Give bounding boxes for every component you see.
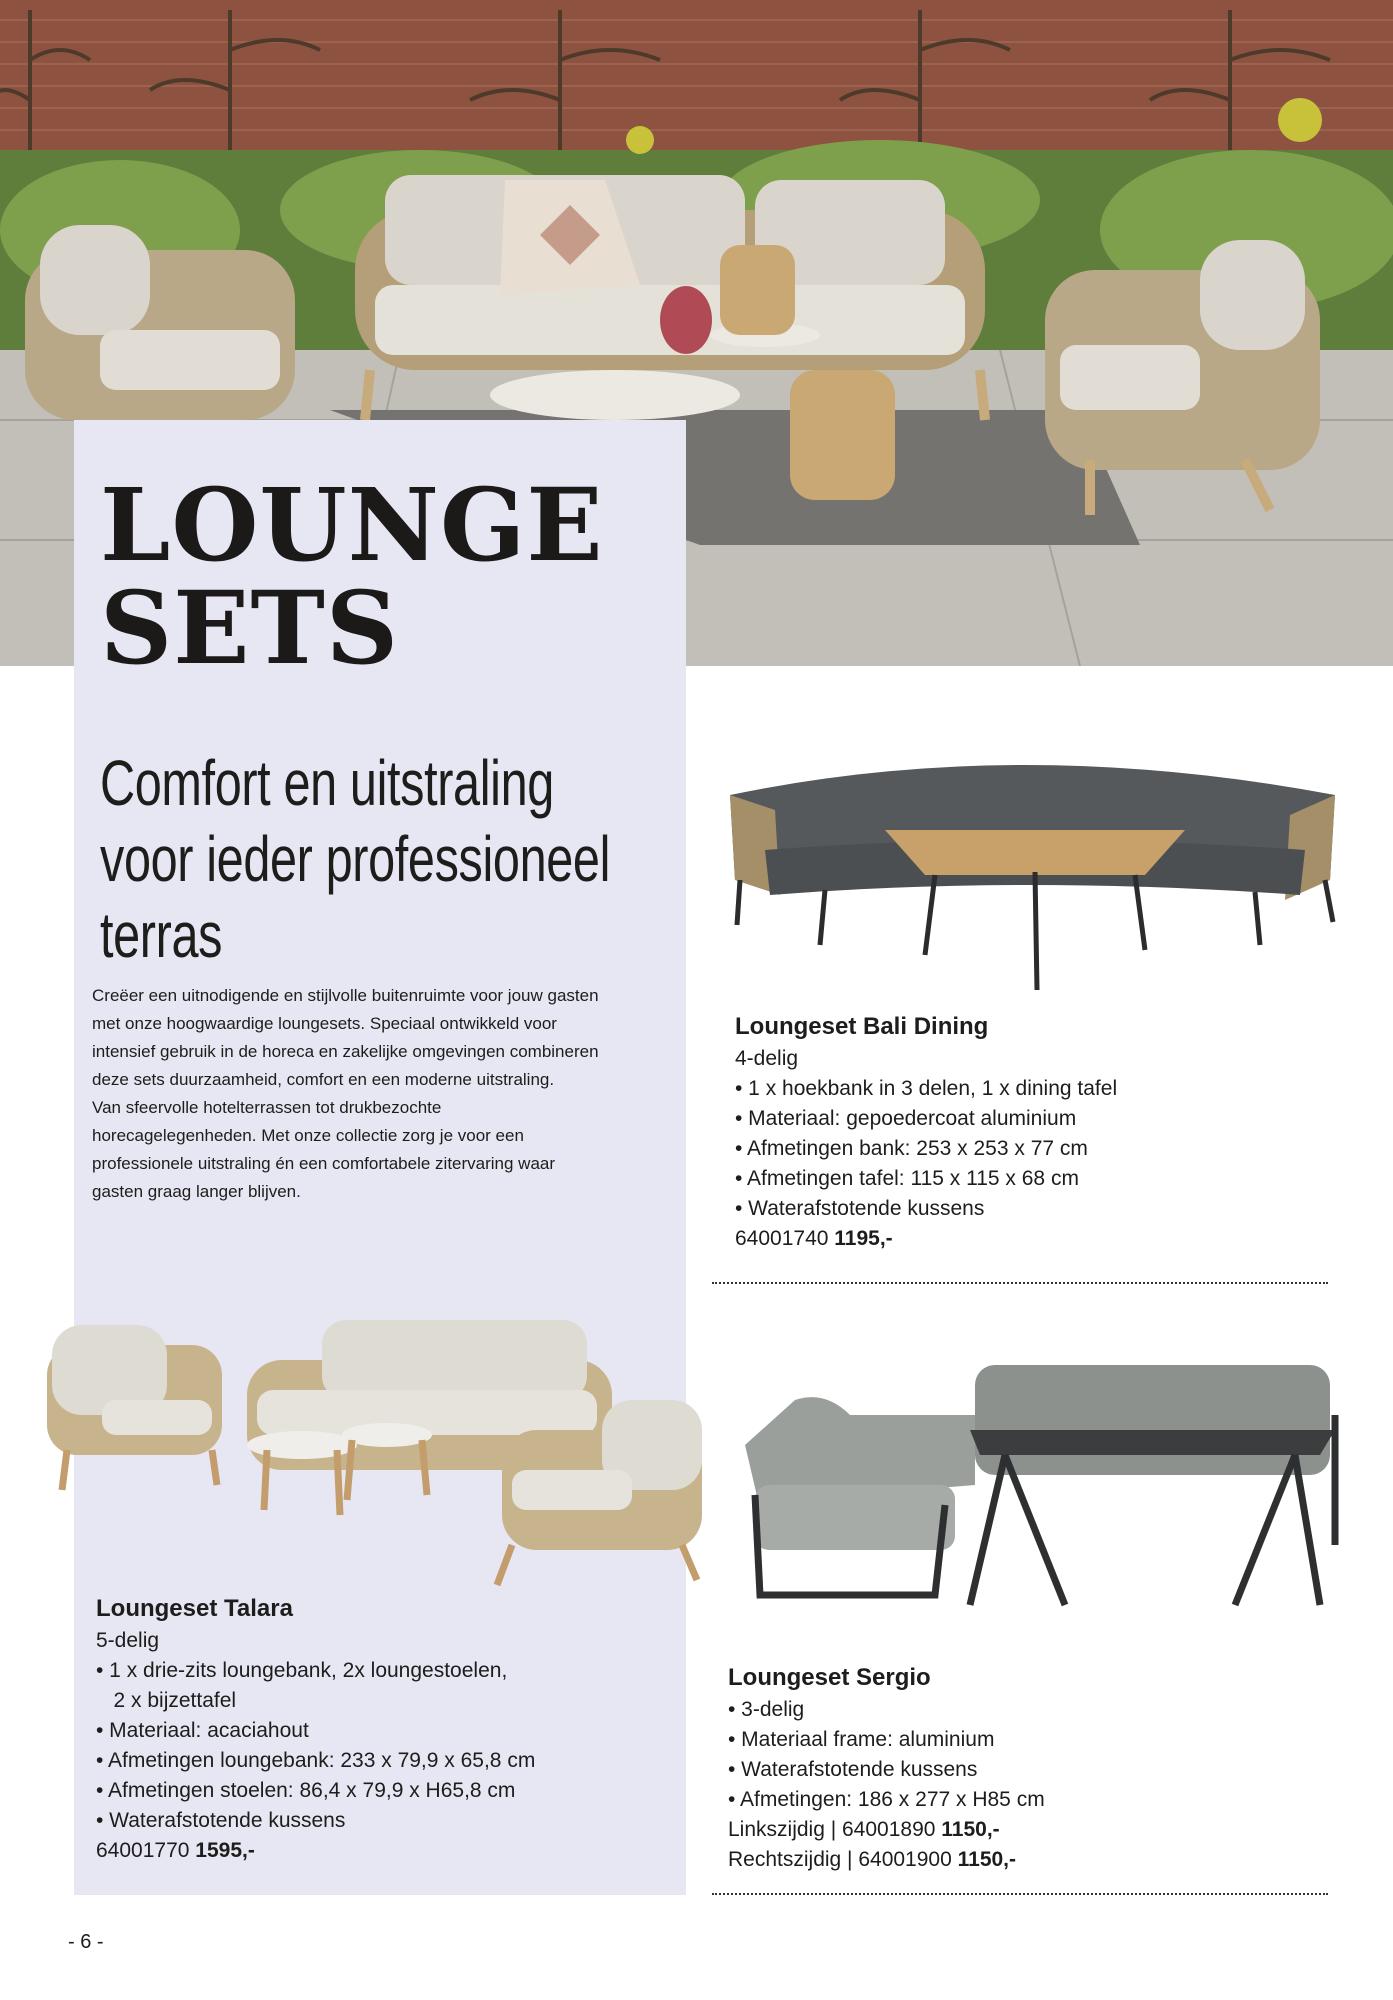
divider — [712, 1282, 1328, 1284]
intro-line: met onze hoogwaardige loungesets. Speciaal ontwikkeld voor — [92, 1014, 557, 1033]
sergio-product-image — [735, 1355, 1345, 1625]
intro-line: deze sets duurzaamheid, comfort en een moderne uitstraling. — [92, 1070, 555, 1089]
product-bullet: • Materiaal: acaciahout — [96, 1719, 309, 1742]
product-bullet: • Waterafstotende kussens — [96, 1809, 346, 1832]
variant-label: Rechtszijdig | 64001900 — [728, 1848, 952, 1871]
product-subtitle: 4-delig — [735, 1047, 799, 1070]
bali-dining-product-image — [725, 750, 1345, 1000]
product-price-line — [735, 1224, 1117, 1254]
product-bullet: 2 x bijzettafel — [96, 1689, 237, 1712]
product-price-line — [96, 1836, 535, 1866]
talara-product-image — [42, 1305, 712, 1595]
product-bullet: • 1 x drie-zits loungebank, 2x loungestoelen, — [96, 1659, 508, 1682]
product-name: Loungeset Bali Dining — [735, 1013, 989, 1040]
product-bullet: • Afmetingen stoelen: 86,4 x 79,9 x H65,8 cm — [96, 1779, 516, 1802]
intro-line: intensief gebruik in de horeca en zakelijke omgevingen combineren — [92, 1042, 599, 1061]
variant-label: Linkszijdig | 64001890 — [728, 1818, 936, 1841]
subtitle-line: terras — [100, 899, 223, 971]
product-bullet: • Afmetingen: 186 x 277 x H85 cm — [728, 1788, 1045, 1811]
page-title-line-2: SETS — [100, 569, 400, 687]
subtitle-line: Comfort en uitstraling — [100, 747, 554, 819]
intro-line: professionele uitstraling én een comfortabele zitervaring waar — [92, 1154, 556, 1173]
variant-price: 1150,- — [957, 1848, 1017, 1871]
product-bali-dining — [735, 1010, 1117, 1254]
subtitle-line: voor ieder professioneel — [100, 823, 611, 895]
product-variant-left — [728, 1815, 1045, 1845]
product-talara — [96, 1592, 535, 1866]
page-number: - 6 - — [68, 1931, 104, 1953]
product-bullet: • 1 x hoekbank in 3 delen, 1 x dining tafel — [735, 1077, 1118, 1100]
product-bullet: • Materiaal: gepoedercoat aluminium — [735, 1107, 1077, 1130]
product-sku: 64001770 — [96, 1839, 190, 1862]
page-title-line-1: LOUNGE — [100, 466, 604, 584]
product-sergio — [728, 1661, 1045, 1875]
intro-line: horecagelegenheden. Met onze collectie zorg je voor een — [92, 1126, 524, 1145]
product-bullet: • Waterafstotende kussens — [735, 1197, 985, 1220]
product-bullet: • Afmetingen bank: 253 x 253 x 77 cm — [735, 1137, 1088, 1160]
product-subtitle: 5-delig — [96, 1629, 160, 1652]
product-price: 1595,- — [195, 1839, 255, 1862]
product-bullet: • Waterafstotende kussens — [728, 1758, 978, 1781]
product-sku: 64001740 — [735, 1227, 829, 1250]
product-price: 1195,- — [834, 1227, 893, 1250]
product-name: Loungeset Talara — [96, 1595, 293, 1622]
product-bullet: • Materiaal frame: aluminium — [728, 1728, 995, 1751]
subtitle — [100, 745, 611, 973]
divider — [712, 1893, 1328, 1895]
product-bullet: • Afmetingen loungebank: 233 x 79,9 x 65,8 cm — [96, 1749, 536, 1772]
intro-text — [92, 982, 672, 1206]
intro-line: gasten graag langer blijven. — [92, 1182, 301, 1201]
variant-price: 1150,- — [941, 1818, 1000, 1841]
product-bullet: • Afmetingen tafel: 115 x 115 x 68 cm — [735, 1167, 1079, 1190]
product-name: Loungeset Sergio — [728, 1664, 931, 1691]
product-variant-right — [728, 1845, 1045, 1875]
intro-line: Creëer een uitnodigende en stijlvolle buitenruimte voor jouw gasten — [92, 986, 599, 1005]
intro-line: Van sfeervolle hotelterrassen tot drukbezochte — [92, 1098, 442, 1117]
product-bullet: • 3-delig — [728, 1698, 805, 1721]
